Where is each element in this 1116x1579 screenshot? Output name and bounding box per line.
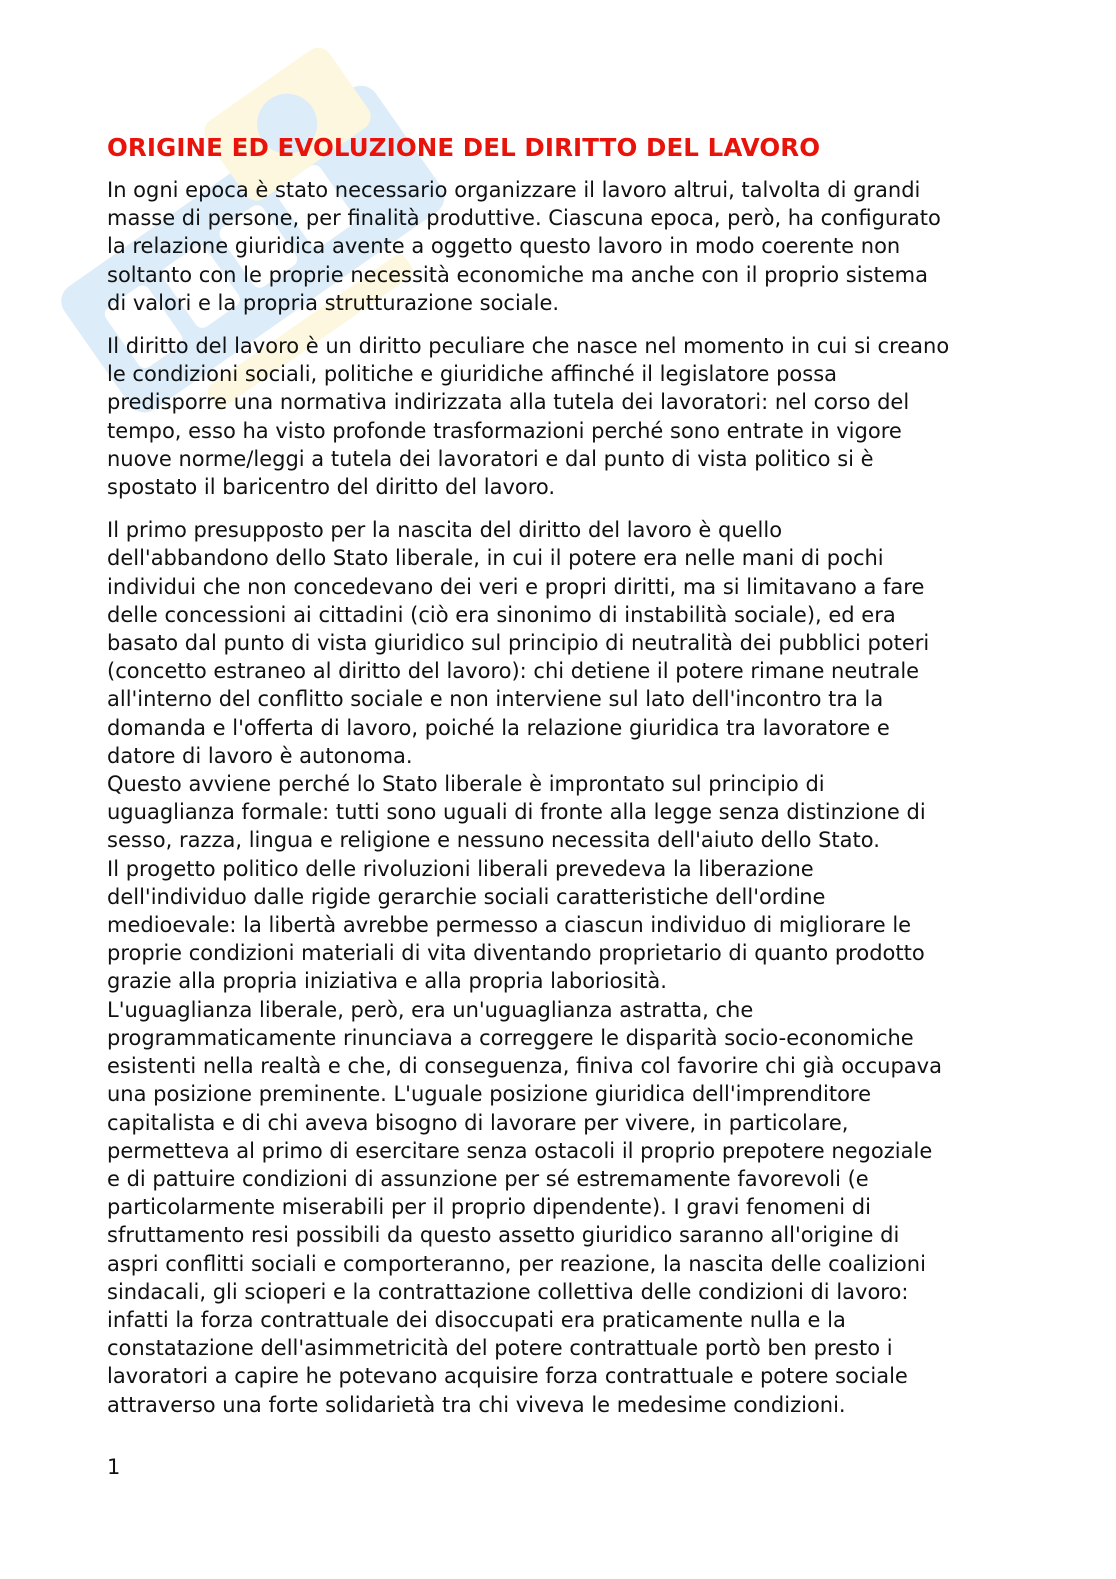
text-line: basato dal punto di vista giuridico sul principio di neutralità dei pubblici poteri (107, 631, 930, 656)
text-line: dell'abbandono dello Stato liberale, in cui il potere era nelle mani di pochi (107, 546, 884, 571)
text-line: particolarmente miserabili per il proprio dipendente). I gravi fenomeni di (107, 1195, 871, 1220)
text-line: all'interno del conflitto sociale e non interviene sul lato dell'incontro tra la (107, 687, 884, 712)
text-line: attraverso una forte solidarietà tra chi viveva le medesime condizioni. (107, 1392, 846, 1417)
text-line: spostato il baricentro del diritto del lavoro. (107, 475, 556, 500)
text-line: Il progetto politico delle rivoluzioni liberali prevedeva la liberazione (107, 856, 814, 881)
text-line: medioevale: la libertà avrebbe permesso a ciascun individuo di migliorare le (107, 913, 912, 938)
text-line: programmaticamente rinunciava a correggere le disparità socio-economiche (107, 1025, 914, 1050)
document-title: ORIGINE ED EVOLUZIONE DEL DIRITTO DEL LAVORO (107, 133, 821, 162)
text-line: permetteva al primo di esercitare senza ostacoli il proprio prepotere negoziale (107, 1138, 933, 1163)
text-line: sindacali, gli scioperi e la contrattazione collettiva delle condizioni di lavoro: (107, 1279, 909, 1304)
text-line: predisporre una normativa indirizzata alla tutela dei lavoratori: nel corso del (107, 390, 910, 415)
text-line: capitalista e di chi aveva bisogno di lavorare per vivere, in particolare, (107, 1110, 849, 1135)
text-line: sfruttamento resi possibili da questo assetto giuridico saranno all'origine di (107, 1223, 900, 1248)
text-line: soltanto con le proprie necessità economiche ma anche con il proprio sistema (107, 262, 928, 287)
text-line: una posizione preminente. L'uguale posizione giuridica dell'imprenditore (107, 1082, 872, 1107)
text-line: In ogni epoca è stato necessario organizzare il lavoro altrui, talvolta di grandi (107, 178, 921, 202)
text-line: Il diritto del lavoro è un diritto peculiare che nasce nel momento in cui si creano (107, 334, 950, 359)
text-line: uguaglianza formale: tutti sono uguali di fronte alla legge senza distinzione di (107, 800, 926, 825)
text-line: esistenti nella realtà e che, di conseguenza, finiva col favorire chi già occupava (107, 1054, 942, 1079)
text-line: Il primo presupposto per la nascita del diritto del lavoro è quello (107, 518, 783, 543)
text-line: datore di lavoro è autonoma. (107, 743, 413, 768)
text-line: L'uguaglianza liberale, però, era un'uguaglianza astratta, che (107, 997, 754, 1022)
text-line: le condizioni sociali, politiche e giuridiche affinché il legislatore possa (107, 362, 838, 387)
paragraph-2 (107, 332, 1007, 501)
text-line: delle concessioni ai cittadini (ciò era sinonimo di instabilità sociale), ed era (107, 602, 896, 627)
document-page (107, 130, 1007, 1434)
text-line: e di pattuire condizioni di assunzione per sé estremamente favorevoli (e (107, 1166, 869, 1191)
text-line: grazie alla propria iniziativa e alla propria laboriosità. (107, 969, 667, 994)
text-line: proprie condizioni materiali di vita diventando proprietario di quanto prodotto (107, 941, 925, 966)
text-line: constatazione dell'asimmetricità del potere contrattuale portò ben presto i (107, 1336, 893, 1361)
text-line: lavoratori a capire he potevano acquisire forza contrattuale e potere sociale (107, 1364, 908, 1389)
text-line: dell'individuo dalle rigide gerarchie sociali caratteristiche dell'ordine (107, 884, 826, 909)
page-number: 1 (107, 1455, 121, 1479)
text-line: tempo, esso ha visto profonde trasformazioni perché sono entrate in vigore (107, 418, 902, 443)
paragraph-1 (107, 176, 1007, 317)
text-line: Questo avviene perché lo Stato liberale è improntato sul principio di (107, 772, 825, 797)
text-line: sesso, razza, lingua e religione e nessuno necessita dell'aiuto dello Stato. (107, 828, 880, 853)
text-line: individui che non concedevano dei veri e propri diritti, ma si limitavano a fare (107, 574, 925, 599)
paragraph-3 (107, 516, 1007, 1419)
text-line: nuove norme/leggi a tutela dei lavoratori e dal punto di vista politico si è (107, 446, 874, 471)
text-line: di valori e la propria strutturazione sociale. (107, 290, 560, 315)
text-line: infatti la forza contrattuale dei disoccupati era praticamente nulla e la (107, 1307, 846, 1332)
text-line: aspri conflitti sociali e comporteranno, per reazione, la nascita delle coalizioni (107, 1251, 926, 1276)
text-line: la relazione giuridica avente a oggetto questo lavoro in modo coerente non (107, 234, 901, 259)
text-line: domanda e l'offerta di lavoro, poiché la relazione giuridica tra lavoratore e (107, 715, 890, 740)
text-line: masse di persone, per finalità produttive. Ciascuna epoca, però, ha configurato (107, 206, 941, 231)
text-line: (concetto estraneo al diritto del lavoro): chi detiene il potere rimane neutrale (107, 659, 920, 684)
